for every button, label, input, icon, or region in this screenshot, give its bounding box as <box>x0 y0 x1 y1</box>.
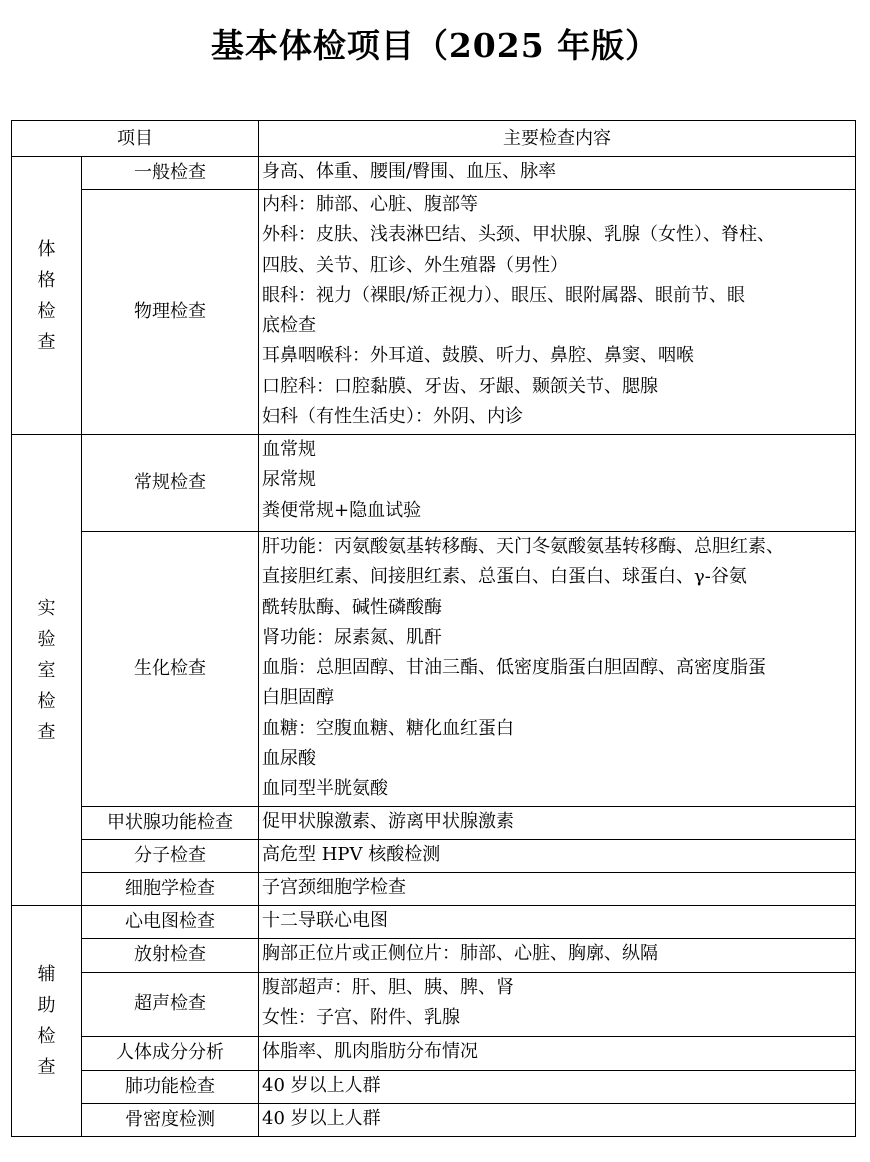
exam-table <box>11 120 856 1137</box>
item-cell: 生化检查 <box>82 532 259 807</box>
content-line: 血脂：总胆固醇、甘油三酯、低密度脂蛋白胆固醇、高密度脂蛋 <box>262 657 766 679</box>
item-cell: 超声检查 <box>82 973 259 1037</box>
content-line: 胸部正位片或正侧位片：肺部、心脏、胸廓、纵隔 <box>262 943 658 964</box>
content-line: 促甲状腺激素、游离甲状腺激素 <box>262 811 514 832</box>
item-cell: 一般检查 <box>82 157 259 190</box>
content-cell <box>259 1071 856 1104</box>
content-line: 肝功能：丙氨酸氨基转移酶、天门冬氨酸氨基转移酶、总胆红素、 <box>262 536 784 557</box>
item-cell: 物理检查 <box>82 190 259 435</box>
content-cell <box>259 532 856 807</box>
content-line: 血尿酸 <box>262 748 316 770</box>
item-cell: 肺功能检查 <box>82 1071 259 1104</box>
table-row <box>12 190 856 435</box>
content-cell <box>259 906 856 939</box>
content-line: 40 岁以上人群 <box>262 1108 381 1129</box>
content-line: 白胆固醇 <box>262 687 334 709</box>
content-line: 身高、体重、腰围/臀围、血压、脉率 <box>262 161 557 182</box>
content-line: 妇科（有性生活史）：外阴、内诊 <box>262 406 523 428</box>
item-cell: 骨密度检测 <box>82 1104 259 1137</box>
content-cell <box>259 1104 856 1137</box>
table-row <box>12 435 856 532</box>
content-line: 内科：肺部、心脏、腹部等 <box>262 194 478 215</box>
item-cell: 细胞学检查 <box>82 873 259 906</box>
content-line: 尿常规 <box>262 469 316 491</box>
table-row <box>12 973 856 1037</box>
content-line: 肾功能：尿素氮、肌酐 <box>262 626 442 648</box>
content-line: 四肢、关节、肛诊、外生殖器（男性） <box>262 254 568 276</box>
content-line: 腹部超声：肝、胆、胰、脾、肾 <box>262 977 514 998</box>
page-title: 基本体检项目（2025 年版） <box>210 26 660 65</box>
table-row <box>12 939 856 973</box>
table-row <box>12 873 856 906</box>
content-cell <box>259 435 856 532</box>
content-line: 子宫颈细胞学检查 <box>262 877 406 898</box>
category-cell: 辅 助 检 查 <box>12 906 82 1137</box>
item-cell: 甲状腺功能检查 <box>82 807 259 840</box>
content-cell <box>259 1037 856 1071</box>
item-cell: 分子检查 <box>82 840 259 873</box>
table-row <box>12 157 856 190</box>
content-line: 口腔科：口腔黏膜、牙齿、牙龈、颞颌关节、腮腺 <box>262 375 658 397</box>
content-cell <box>259 939 856 973</box>
content-line: 耳鼻咽喉科：外耳道、鼓膜、听力、鼻腔、鼻窦、咽喉 <box>262 345 694 367</box>
content-line: 底检查 <box>262 315 316 337</box>
item-cell: 心电图检查 <box>82 906 259 939</box>
content-line: 体脂率、肌肉脂肪分布情况 <box>262 1041 478 1062</box>
table-row <box>12 1037 856 1071</box>
content-line: 40 岁以上人群 <box>262 1075 381 1096</box>
category-cell: 实 验 室 检 查 <box>12 435 82 906</box>
content-line: 直接胆红素、间接胆红素、总蛋白、白蛋白、球蛋白、γ-谷氨 <box>262 566 747 588</box>
content-line: 眼科：视力（裸眼/矫正视力）、眼压、眼附属器、眼前节、眼 <box>262 284 746 306</box>
content-line: 酰转肽酶、碱性磷酸酶 <box>262 596 442 618</box>
content-cell <box>259 840 856 873</box>
content-line: 血糖：空腹血糖、糖化血红蛋白 <box>262 717 514 739</box>
table-row <box>12 807 856 840</box>
content-line: 血同型半胱氨酸 <box>262 778 388 800</box>
table-row <box>12 840 856 873</box>
table-row <box>12 1104 856 1137</box>
header-item: 项目 <box>12 121 259 157</box>
table-header-row <box>12 121 856 157</box>
content-cell <box>259 190 856 435</box>
content-cell <box>259 873 856 906</box>
item-cell: 人体成分分析 <box>82 1037 259 1071</box>
category-cell: 体 格 检 查 <box>12 157 82 435</box>
item-cell: 常规检查 <box>82 435 259 532</box>
content-line: 血常规 <box>262 439 316 460</box>
content-line: 粪便常规+隐血试验 <box>262 499 422 521</box>
table-row <box>12 532 856 807</box>
content-line: 女性：子宫、附件、乳腺 <box>262 1007 460 1029</box>
content-line: 高危型 HPV 核酸检测 <box>262 844 441 865</box>
content-cell <box>259 807 856 840</box>
table-row <box>12 906 856 939</box>
content-cell <box>259 157 856 190</box>
content-line: 外科：皮肤、浅表淋巴结、头颈、甲状腺、乳腺（女性）、脊柱、 <box>262 224 775 246</box>
header-content: 主要检查内容 <box>259 121 856 157</box>
content-line: 十二导联心电图 <box>262 910 388 931</box>
item-cell: 放射检查 <box>82 939 259 973</box>
content-cell <box>259 973 856 1037</box>
table-row <box>12 1071 856 1104</box>
